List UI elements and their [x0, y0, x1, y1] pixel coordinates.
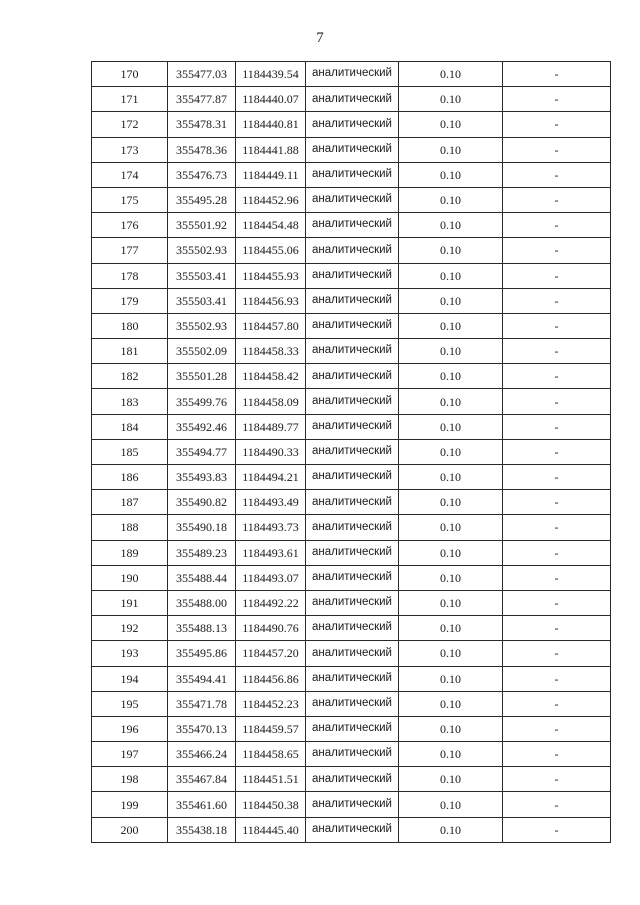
table-row — [92, 742, 611, 767]
y-coordinate-cell: 1184440.81 — [236, 112, 306, 137]
note-cell: - — [503, 515, 611, 540]
note-cell: - — [503, 187, 611, 212]
table-row — [92, 389, 611, 414]
note-cell: - — [503, 87, 611, 112]
note-cell: - — [503, 238, 611, 263]
table-row — [92, 817, 611, 842]
y-coordinate-cell: 1184452.96 — [236, 187, 306, 212]
y-coordinate-cell: 1184456.86 — [236, 666, 306, 691]
point-number-cell: 173 — [92, 137, 168, 162]
note-cell: - — [503, 389, 611, 414]
precision-cell: 0.10 — [399, 339, 503, 364]
x-coordinate-cell: 355488.44 — [168, 565, 236, 590]
point-number-cell: 187 — [92, 490, 168, 515]
note-cell: - — [503, 162, 611, 187]
y-coordinate-cell: 1184490.76 — [236, 616, 306, 641]
page-number: 7 — [316, 30, 324, 46]
point-number-cell: 172 — [92, 112, 168, 137]
table-row — [92, 288, 611, 313]
precision-cell: 0.10 — [399, 213, 503, 238]
table-row — [92, 137, 611, 162]
table-row — [92, 540, 611, 565]
table-row — [92, 641, 611, 666]
x-coordinate-cell: 355494.41 — [168, 666, 236, 691]
x-coordinate-cell: 355502.93 — [168, 238, 236, 263]
x-coordinate-cell: 355478.31 — [168, 112, 236, 137]
method-cell: аналитический — [306, 263, 399, 288]
x-coordinate-cell: 355488.00 — [168, 590, 236, 615]
note-cell: - — [503, 616, 611, 641]
note-cell: - — [503, 465, 611, 490]
table-row — [92, 465, 611, 490]
note-cell: - — [503, 565, 611, 590]
point-number-cell: 200 — [92, 817, 168, 842]
y-coordinate-cell: 1184445.40 — [236, 817, 306, 842]
coordinates-table-body — [92, 62, 611, 843]
method-cell: аналитический — [306, 87, 399, 112]
y-coordinate-cell: 1184455.93 — [236, 263, 306, 288]
precision-cell: 0.10 — [399, 540, 503, 565]
y-coordinate-cell: 1184490.33 — [236, 439, 306, 464]
note-cell: - — [503, 137, 611, 162]
y-coordinate-cell: 1184440.07 — [236, 87, 306, 112]
note-cell: - — [503, 364, 611, 389]
method-cell: аналитический — [306, 238, 399, 263]
x-coordinate-cell: 355477.03 — [168, 62, 236, 87]
precision-cell: 0.10 — [399, 238, 503, 263]
x-coordinate-cell: 355493.83 — [168, 465, 236, 490]
note-cell: - — [503, 213, 611, 238]
point-number-cell: 178 — [92, 263, 168, 288]
method-cell: аналитический — [306, 817, 399, 842]
method-cell: аналитический — [306, 767, 399, 792]
table-row — [92, 490, 611, 515]
x-coordinate-cell: 355490.18 — [168, 515, 236, 540]
table-row — [92, 439, 611, 464]
method-cell: аналитический — [306, 162, 399, 187]
point-number-cell: 186 — [92, 465, 168, 490]
note-cell: - — [503, 62, 611, 87]
precision-cell: 0.10 — [399, 137, 503, 162]
precision-cell: 0.10 — [399, 87, 503, 112]
y-coordinate-cell: 1184458.65 — [236, 742, 306, 767]
precision-cell: 0.10 — [399, 313, 503, 338]
precision-cell: 0.10 — [399, 691, 503, 716]
table-row — [92, 339, 611, 364]
y-coordinate-cell: 1184456.93 — [236, 288, 306, 313]
note-cell: - — [503, 817, 611, 842]
precision-cell: 0.10 — [399, 263, 503, 288]
method-cell: аналитический — [306, 616, 399, 641]
note-cell: - — [503, 590, 611, 615]
x-coordinate-cell: 355470.13 — [168, 716, 236, 741]
y-coordinate-cell: 1184493.07 — [236, 565, 306, 590]
x-coordinate-cell: 355488.13 — [168, 616, 236, 641]
point-number-cell: 189 — [92, 540, 168, 565]
x-coordinate-cell: 355503.41 — [168, 263, 236, 288]
note-cell: - — [503, 313, 611, 338]
y-coordinate-cell: 1184439.54 — [236, 62, 306, 87]
method-cell: аналитический — [306, 62, 399, 87]
point-number-cell: 175 — [92, 187, 168, 212]
note-cell: - — [503, 742, 611, 767]
precision-cell: 0.10 — [399, 364, 503, 389]
precision-cell: 0.10 — [399, 187, 503, 212]
note-cell: - — [503, 439, 611, 464]
x-coordinate-cell: 355494.77 — [168, 439, 236, 464]
precision-cell: 0.10 — [399, 389, 503, 414]
point-number-cell: 179 — [92, 288, 168, 313]
method-cell: аналитический — [306, 465, 399, 490]
point-number-cell: 177 — [92, 238, 168, 263]
precision-cell: 0.10 — [399, 716, 503, 741]
x-coordinate-cell: 355489.23 — [168, 540, 236, 565]
x-coordinate-cell: 355501.92 — [168, 213, 236, 238]
precision-cell: 0.10 — [399, 62, 503, 87]
table-row — [92, 313, 611, 338]
note-cell: - — [503, 540, 611, 565]
x-coordinate-cell: 355499.76 — [168, 389, 236, 414]
point-number-cell: 174 — [92, 162, 168, 187]
note-cell: - — [503, 414, 611, 439]
point-number-cell: 197 — [92, 742, 168, 767]
method-cell: аналитический — [306, 742, 399, 767]
method-cell: аналитический — [306, 565, 399, 590]
x-coordinate-cell: 355495.28 — [168, 187, 236, 212]
precision-cell: 0.10 — [399, 641, 503, 666]
table-row — [92, 213, 611, 238]
y-coordinate-cell: 1184451.51 — [236, 767, 306, 792]
table-row — [92, 112, 611, 137]
table-row — [92, 162, 611, 187]
precision-cell: 0.10 — [399, 590, 503, 615]
table-row — [92, 716, 611, 741]
precision-cell: 0.10 — [399, 817, 503, 842]
y-coordinate-cell: 1184458.42 — [236, 364, 306, 389]
point-number-cell: 188 — [92, 515, 168, 540]
point-number-cell: 195 — [92, 691, 168, 716]
y-coordinate-cell: 1184458.09 — [236, 389, 306, 414]
y-coordinate-cell: 1184458.33 — [236, 339, 306, 364]
point-number-cell: 198 — [92, 767, 168, 792]
point-number-cell: 190 — [92, 565, 168, 590]
precision-cell: 0.10 — [399, 616, 503, 641]
method-cell: аналитический — [306, 187, 399, 212]
method-cell: аналитический — [306, 213, 399, 238]
point-number-cell: 194 — [92, 666, 168, 691]
precision-cell: 0.10 — [399, 666, 503, 691]
y-coordinate-cell: 1184493.49 — [236, 490, 306, 515]
note-cell: - — [503, 792, 611, 817]
table-row — [92, 616, 611, 641]
point-number-cell: 180 — [92, 313, 168, 338]
precision-cell: 0.10 — [399, 465, 503, 490]
method-cell: аналитический — [306, 590, 399, 615]
table-row — [92, 87, 611, 112]
table-row — [92, 666, 611, 691]
note-cell: - — [503, 666, 611, 691]
method-cell: аналитический — [306, 137, 399, 162]
table-row — [92, 364, 611, 389]
precision-cell: 0.10 — [399, 742, 503, 767]
point-number-cell: 184 — [92, 414, 168, 439]
y-coordinate-cell: 1184441.88 — [236, 137, 306, 162]
note-cell: - — [503, 716, 611, 741]
y-coordinate-cell: 1184455.06 — [236, 238, 306, 263]
x-coordinate-cell: 355461.60 — [168, 792, 236, 817]
method-cell: аналитический — [306, 364, 399, 389]
table-row — [92, 691, 611, 716]
table-row — [92, 515, 611, 540]
x-coordinate-cell: 355466.24 — [168, 742, 236, 767]
y-coordinate-cell: 1184492.22 — [236, 590, 306, 615]
method-cell: аналитический — [306, 414, 399, 439]
y-coordinate-cell: 1184450.38 — [236, 792, 306, 817]
precision-cell: 0.10 — [399, 288, 503, 313]
point-number-cell: 192 — [92, 616, 168, 641]
x-coordinate-cell: 355503.41 — [168, 288, 236, 313]
table-row — [92, 565, 611, 590]
y-coordinate-cell: 1184494.21 — [236, 465, 306, 490]
y-coordinate-cell: 1184489.77 — [236, 414, 306, 439]
x-coordinate-cell: 355467.84 — [168, 767, 236, 792]
table-row — [92, 414, 611, 439]
x-coordinate-cell: 355495.86 — [168, 641, 236, 666]
table-row — [92, 792, 611, 817]
table-row — [92, 767, 611, 792]
point-number-cell: 181 — [92, 339, 168, 364]
point-number-cell: 191 — [92, 590, 168, 615]
method-cell: аналитический — [306, 515, 399, 540]
method-cell: аналитический — [306, 641, 399, 666]
point-number-cell: 183 — [92, 389, 168, 414]
x-coordinate-cell: 355502.93 — [168, 313, 236, 338]
point-number-cell: 199 — [92, 792, 168, 817]
note-cell: - — [503, 767, 611, 792]
coordinates-table — [91, 61, 611, 843]
precision-cell: 0.10 — [399, 515, 503, 540]
x-coordinate-cell: 355476.73 — [168, 162, 236, 187]
note-cell: - — [503, 490, 611, 515]
method-cell: аналитический — [306, 339, 399, 364]
x-coordinate-cell: 355492.46 — [168, 414, 236, 439]
point-number-cell: 171 — [92, 87, 168, 112]
y-coordinate-cell: 1184457.20 — [236, 641, 306, 666]
y-coordinate-cell: 1184449.11 — [236, 162, 306, 187]
method-cell: аналитический — [306, 288, 399, 313]
x-coordinate-cell: 355478.36 — [168, 137, 236, 162]
table-row — [92, 187, 611, 212]
note-cell: - — [503, 691, 611, 716]
note-cell: - — [503, 339, 611, 364]
y-coordinate-cell: 1184493.73 — [236, 515, 306, 540]
precision-cell: 0.10 — [399, 439, 503, 464]
y-coordinate-cell: 1184454.48 — [236, 213, 306, 238]
y-coordinate-cell: 1184452.23 — [236, 691, 306, 716]
y-coordinate-cell: 1184457.80 — [236, 313, 306, 338]
method-cell: аналитический — [306, 666, 399, 691]
note-cell: - — [503, 263, 611, 288]
method-cell: аналитический — [306, 313, 399, 338]
method-cell: аналитический — [306, 691, 399, 716]
note-cell: - — [503, 112, 611, 137]
point-number-cell: 196 — [92, 716, 168, 741]
precision-cell: 0.10 — [399, 112, 503, 137]
x-coordinate-cell: 355501.28 — [168, 364, 236, 389]
y-coordinate-cell: 1184459.57 — [236, 716, 306, 741]
point-number-cell: 185 — [92, 439, 168, 464]
method-cell: аналитический — [306, 112, 399, 137]
x-coordinate-cell: 355490.82 — [168, 490, 236, 515]
precision-cell: 0.10 — [399, 565, 503, 590]
precision-cell: 0.10 — [399, 767, 503, 792]
point-number-cell: 170 — [92, 62, 168, 87]
method-cell: аналитический — [306, 716, 399, 741]
precision-cell: 0.10 — [399, 490, 503, 515]
table-row — [92, 590, 611, 615]
method-cell: аналитический — [306, 792, 399, 817]
precision-cell: 0.10 — [399, 414, 503, 439]
x-coordinate-cell: 355438.18 — [168, 817, 236, 842]
point-number-cell: 182 — [92, 364, 168, 389]
y-coordinate-cell: 1184493.61 — [236, 540, 306, 565]
table-row — [92, 263, 611, 288]
note-cell: - — [503, 641, 611, 666]
x-coordinate-cell: 355502.09 — [168, 339, 236, 364]
point-number-cell: 176 — [92, 213, 168, 238]
table-row — [92, 62, 611, 87]
method-cell: аналитический — [306, 439, 399, 464]
x-coordinate-cell: 355477.87 — [168, 87, 236, 112]
method-cell: аналитический — [306, 540, 399, 565]
point-number-cell: 193 — [92, 641, 168, 666]
note-cell: - — [503, 288, 611, 313]
method-cell: аналитический — [306, 389, 399, 414]
method-cell: аналитический — [306, 490, 399, 515]
x-coordinate-cell: 355471.78 — [168, 691, 236, 716]
table-row — [92, 238, 611, 263]
precision-cell: 0.10 — [399, 792, 503, 817]
precision-cell: 0.10 — [399, 162, 503, 187]
